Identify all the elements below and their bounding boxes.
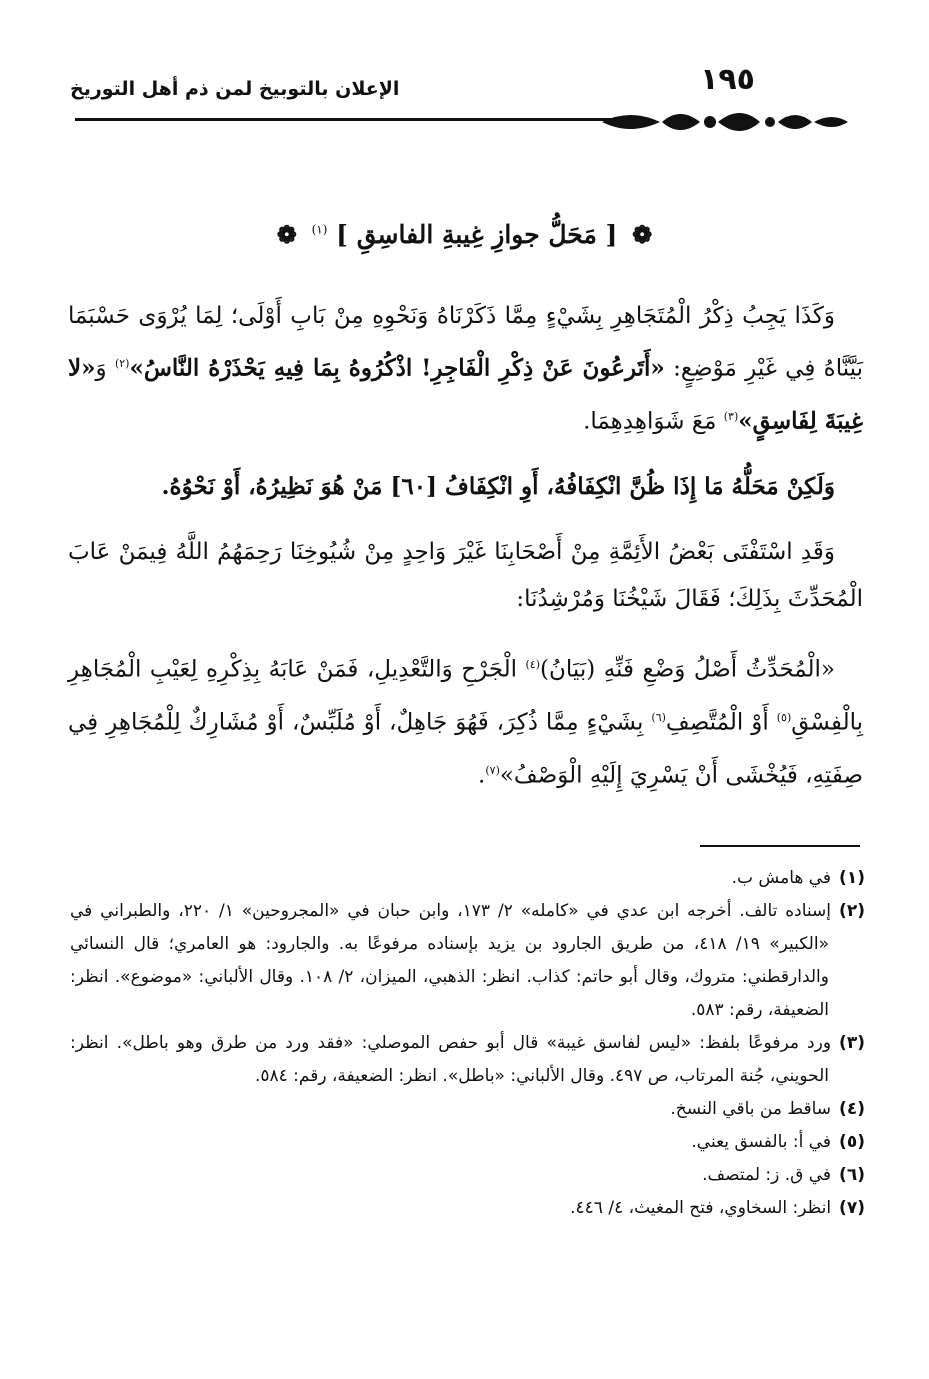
header-rule: [75, 118, 635, 121]
text-run: وَقَدِ اسْتَفْتَى بَعْضُ الأَئِمَّةِ مِنْ أَصْحَابِنَا غَيْرَ وَاحِدٍ مِنْ شُيُوخِنَا رَحِمَهُمُ اللَّهُ فِيمَنْ عَابَ الْمُحَدِّثَ بِذَلِكَ؛ فَقَالَ شَيْخُنَا وَمُرْشِدُنَا:: [68, 539, 863, 613]
footnote-text: إسناده تالف. أخرجه ابن عدي في «كامله» ٢/ ١٧٣، وابن حبان في «المجروحين» ١/ ٢٢٠، والطبراني في «الكبير» ١٩/ ٤١٨، من طريق الجارود بن يزيد بإسناده مرفوعًا به. والجارود: هو العامري؛ قال النسائي والدارقطني: متروك، وقال أبو حاتم: كذاب. انظر: الذهبي، الميزان، ٢/ ١٠٨. وقال الألباني: «موضوع». انظر: الضعيفة، رقم: ٥٨٣.: [70, 901, 832, 1020]
footnote-number: (٧): [839, 1198, 865, 1218]
running-title: الإعلان بالتوبيخ لمن ذم أهل التوريخ: [70, 78, 400, 100]
footnote: [70, 1192, 865, 1225]
text-run: الْجَرْحِ وَالتَّعْدِيلِ، فَمَنْ عَابَهُ بِذِكْرِهِ لِعَيْبِ الْمُجَاهِرِ بِالْفِسْقِ: [68, 656, 863, 736]
ornament-left-icon: ❁: [276, 220, 297, 249]
footnote-number: (٢): [839, 901, 865, 921]
footnote-number: (٥): [839, 1132, 865, 1152]
paragraph: [68, 293, 863, 445]
footnote-number: (٣): [839, 1033, 865, 1053]
footnote-text: في أ: بالفسق يعني.: [691, 1132, 832, 1152]
footnote-number: (٤): [839, 1099, 865, 1119]
page-header: [40, 58, 885, 98]
footnote-text: ورد مرفوعًا بلفظ: «ليس لفاسق غيبة» قال أبو حفص الموصلي: «فقد ورد من طرق وهو باطل». انظر: الحويني، جُنة المرتاب، ص ٤٩٧. وقال الألباني: «باطل». انظر: الضعيفة، رقم: ٥٨٤.: [70, 1033, 832, 1086]
footnote-separator: [700, 845, 860, 847]
footnote-text: في هامش ب.: [731, 868, 832, 888]
footnote: [70, 1159, 865, 1192]
footnote-text: ساقط من باقي النسخ.: [670, 1099, 832, 1119]
text-run: وَ: [95, 355, 115, 382]
page-number: ١٩٥: [700, 62, 755, 97]
footnote: [70, 1093, 865, 1126]
paragraph: [68, 463, 863, 511]
footnote: [70, 895, 865, 1027]
text-run: مَعَ شَوَاهِدِهِمَا.: [583, 408, 724, 435]
section-title-text: [ مَحَلُّ جوازِ غِيبةِ الفاسِقِ ]: [336, 220, 618, 249]
footnote-ref: (٧): [485, 763, 500, 777]
footnote-ref: (٦): [651, 710, 666, 724]
section-title: [0, 220, 929, 249]
footnote-ref: (٢): [114, 357, 130, 370]
text-run: .: [478, 762, 486, 789]
text-run: «الْمُحَدِّثُ أَصْلُ وَضْعِ فَنِّهِ (بَيَانُ): [540, 656, 835, 683]
footnote: [70, 862, 865, 895]
footnote-number: (١): [839, 868, 865, 888]
section-title-note: (١): [311, 222, 328, 237]
paragraph: [68, 641, 863, 799]
body-text: [68, 293, 863, 817]
footnote-number: (٦): [839, 1165, 865, 1185]
ornament-divider: [600, 104, 850, 140]
text-run: «لا غِيبَةَ لِفَاسِقٍ»: [68, 354, 863, 435]
footnotes: [70, 862, 865, 1225]
text-run: وَلَكِنْ مَحَلُّهُ مَا إِذَا ظُنَّ انْكِفَافُهُ، أَوِ انْكِفَافُ [٦٠] مَنْ هُوَ نَظِيرُهُ، أَوْ نَحْوُهُ.: [161, 473, 835, 501]
paragraph: [68, 529, 863, 623]
text-run: أَوْ الْمُتَّصِفِ: [665, 709, 777, 736]
footnote-ref: (٤): [525, 658, 541, 672]
footnote-ref: (٣): [723, 409, 739, 423]
ornament-right-icon: ❁: [632, 220, 653, 249]
text-run: بِشَيْءٍ مِمَّا ذُكِرَ، فَهُوَ جَاهِلٌ، أَوْ مُلَبِّسٌ، أَوْ مُشَارِكٌ لِلْمُجَاهِرِ فِي صِفَتِهِ، فَيُخْشَى أَنْ يَسْرِيَ إِلَيْهِ الْوَصْفُ»: [68, 709, 863, 789]
footnote-ref: (٥): [776, 710, 792, 724]
footnote-text: في ق. ز: لمتصف.: [702, 1165, 832, 1185]
footnote: [70, 1027, 865, 1093]
text-run: وَكَذَا يَجِبُ ذِكْرُ الْمُتَجَاهِرِ بِشَيْءٍ مِمَّا ذَكَرْنَاهُ وَنَحْوِهِ مِنْ بَابِ أَوْلَى؛ لِمَا يُرْوَى حَسْبَمَا بَيَّنَّاهُ فِي غَيْرِ مَوْضِعٍ:: [68, 303, 863, 382]
footnote: [70, 1126, 865, 1159]
footnote-text: انظر: السخاوي، فتح المغيث، ٤/ ٤٤٦.: [570, 1198, 832, 1218]
text-run: «أَتَرعُونَ عَنْ ذِكْرِ الْفَاجِرِ! اذْكُرُوهُ بِمَا فِيهِ يَحْذَرْهُ النَّاسُ»: [129, 354, 665, 382]
